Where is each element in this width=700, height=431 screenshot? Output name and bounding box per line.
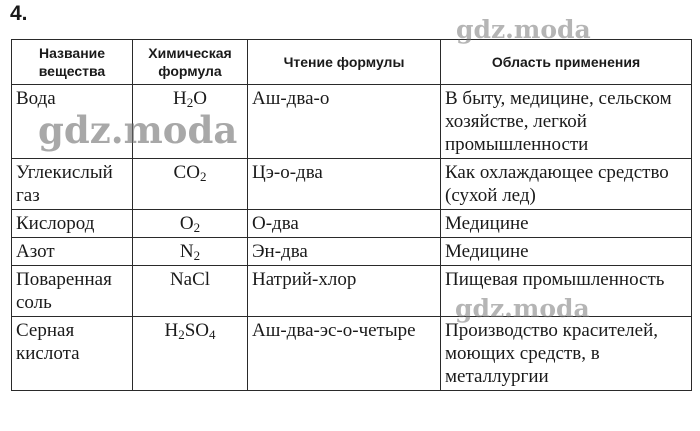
table-row <box>12 317 692 391</box>
table-row <box>12 159 692 210</box>
formula-reading-cell: Натрий-хлор <box>248 266 441 317</box>
formula-subscript: 2 <box>193 248 201 263</box>
substances-table <box>11 39 692 391</box>
substance-name-cell: Серная кислота <box>12 317 133 391</box>
formula-reading-cell: Эн-два <box>248 238 441 266</box>
table-row <box>12 238 692 266</box>
task-number: 4. <box>10 2 28 25</box>
application-area-cell: Пищевая промышленность <box>441 266 692 317</box>
watermark: gdz.moda <box>38 108 238 152</box>
chemical-formula-cell <box>133 238 248 266</box>
header-formula-reading: Чтение формулы <box>248 40 441 85</box>
header-chemical-formula: Химическая формула <box>133 40 248 85</box>
application-area-cell: Как охлаждающее средство (сухой лед) <box>441 159 692 210</box>
application-area-cell: В быту, медицине, сельском хозяйстве, легкой промышленности <box>441 85 692 159</box>
substance-name-cell: Вода <box>12 85 133 159</box>
formula-subscript: 2 <box>178 327 185 342</box>
formula-subscript: 4 <box>209 327 216 342</box>
formula-subscript: 2 <box>199 169 207 184</box>
watermark: gdz.moda <box>456 15 591 44</box>
formula-subscript: 2 <box>186 95 194 110</box>
formula-symbol: N <box>179 241 194 262</box>
formula-symbol: SO <box>184 320 210 341</box>
application-area-cell: Производство красителей, моющих средств, в металлургии <box>441 317 692 391</box>
formula-symbol: CO <box>173 162 200 183</box>
formula-symbol: O <box>179 213 194 234</box>
formula-reading-cell: Аш-два-эс-о-четыре <box>248 317 441 391</box>
substance-name-cell: Кислород <box>12 210 133 238</box>
table-row <box>12 210 692 238</box>
table-header-row <box>12 40 692 85</box>
formula-symbol: H <box>173 88 187 109</box>
chemical-formula-cell <box>133 210 248 238</box>
chemical-formula-cell <box>133 159 248 210</box>
header-application-area: Область применения <box>441 40 692 85</box>
watermark: gdz.moda <box>455 294 590 323</box>
formula-reading-cell: О-два <box>248 210 441 238</box>
chemical-formula-cell <box>133 266 248 317</box>
formula-reading-cell: Цэ-о-два <box>248 159 441 210</box>
formula-symbol: NaCl <box>169 269 211 290</box>
application-area-cell: Медицине <box>441 238 692 266</box>
chemical-formula-cell <box>133 317 248 391</box>
formula-symbol: H <box>164 320 179 341</box>
header-substance-name: Название вещества <box>12 40 133 85</box>
formula-reading-cell: Аш-два-о <box>248 85 441 159</box>
application-area-cell: Медицине <box>441 210 692 238</box>
substance-name-cell: Углекислый газ <box>12 159 133 210</box>
formula-subscript: 2 <box>193 220 201 235</box>
substance-name-cell: Поваренная соль <box>12 266 133 317</box>
substance-name-cell: Азот <box>12 238 133 266</box>
formula-symbol: O <box>193 88 207 109</box>
